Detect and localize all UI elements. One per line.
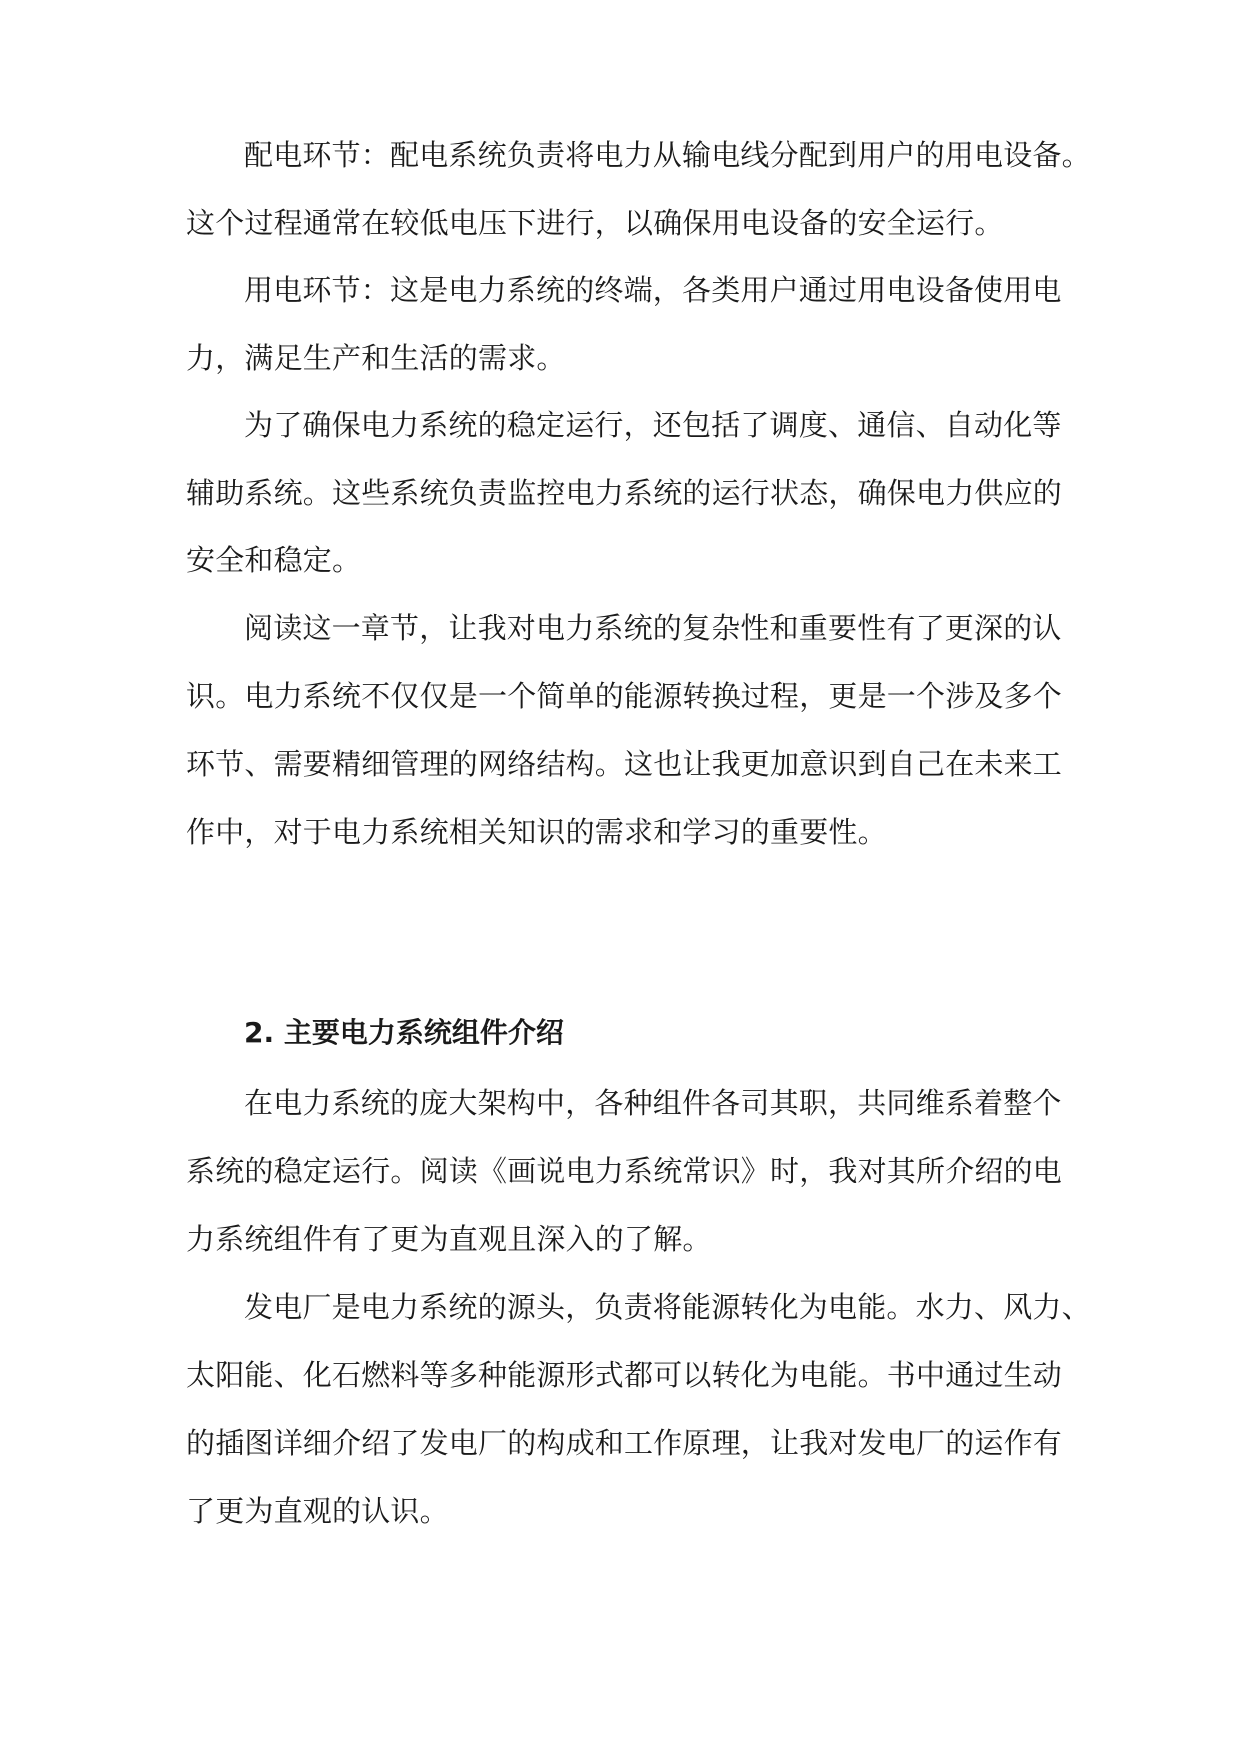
paragraph-line: 系统的稳定运行。阅读《画说电力系统常识》时，我对其所介绍的电: [186, 1154, 1063, 1188]
paragraph-line: 阅读这一章节，让我对电力系统的复杂性和重要性有了更深的认: [244, 611, 1062, 645]
paragraph-line: 用电环节：这是电力系统的终端，各类用户通过用电设备使用电: [244, 273, 1062, 307]
paragraph-line: 太阳能、化石燃料等多种能源形式都可以转化为电能。书中通过生动: [186, 1358, 1063, 1392]
paragraph-line: 配电环节：配电系统负责将电力从输电线分配到用户的用电设备。: [244, 138, 1091, 172]
paragraph-line: 环节、需要精细管理的网络结构。这也让我更加意识到自己在未来工: [186, 747, 1063, 781]
paragraph-line: 这个过程通常在较低电压下进行，以确保用电设备的安全运行。: [186, 206, 1004, 240]
paragraph-line: 辅助系统。这些系统负责监控电力系统的运行状态，确保电力供应的: [186, 476, 1063, 510]
paragraph-line: 力系统组件有了更为直观且深入的了解。: [186, 1222, 712, 1256]
paragraph-line: 发电厂是电力系统的源头，负责将能源转化为电能。水力、风力、: [244, 1290, 1091, 1324]
paragraph-line: 作中，对于电力系统相关知识的需求和学习的重要性。: [186, 815, 887, 849]
paragraph-line: 安全和稳定。: [186, 543, 362, 577]
paragraph-line: 为了确保电力系统的稳定运行，还包括了调度、通信、自动化等: [244, 408, 1062, 442]
paragraph-line: 在电力系统的庞大架构中，各种组件各司其职，共同维系着整个: [244, 1086, 1062, 1120]
section-heading: 2. 主要电力系统组件介绍: [244, 1016, 564, 1049]
paragraph-line: 了更为直观的认识。: [186, 1494, 449, 1528]
paragraph-line: 识。电力系统不仅仅是一个简单的能源转换过程，更是一个涉及多个: [186, 679, 1063, 713]
paragraph-line: 力，满足生产和生活的需求。: [186, 341, 566, 375]
paragraph-line: 的插图详细介绍了发电厂的构成和工作原理，让我对发电厂的运作有: [186, 1426, 1063, 1460]
